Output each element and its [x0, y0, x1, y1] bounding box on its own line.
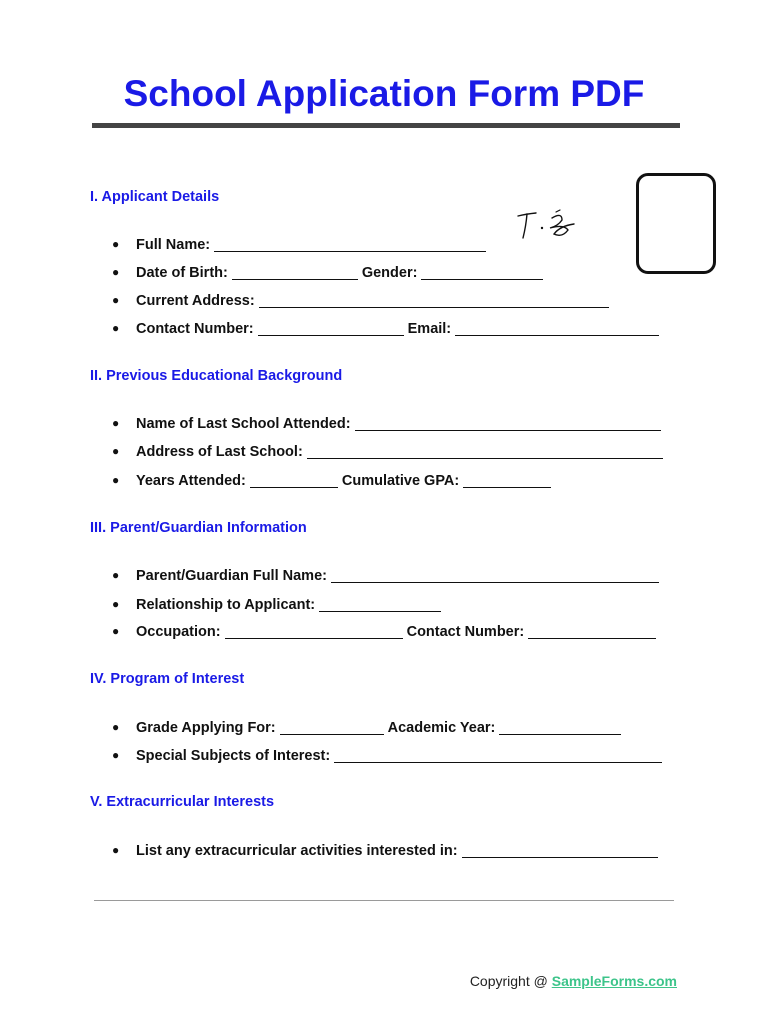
field-occupation[interactable]	[112, 622, 660, 641]
field-label: Contact Number:	[136, 321, 254, 337]
bullet-icon: ●	[112, 293, 120, 307]
title-divider	[92, 123, 680, 128]
field-label: Full Name:	[136, 237, 211, 253]
page-title: School Application Form PDF	[123, 73, 645, 114]
academic-year-blank[interactable]	[499, 720, 621, 735]
field-label: Gender:	[361, 265, 418, 281]
field-label: Name of Last School Attended:	[136, 416, 351, 432]
bullet-icon: ●	[112, 321, 120, 335]
extracurricular-blank[interactable]	[462, 843, 658, 858]
years-attended-blank[interactable]	[250, 473, 338, 488]
signature-icon	[512, 208, 584, 244]
section-heading-parent-guardian: III. Parent/Guardian Information	[90, 520, 307, 536]
copyright-notice	[470, 973, 677, 989]
field-label: List any extracurricular activities interested in:	[136, 843, 458, 859]
field-guardian-full-name[interactable]	[112, 566, 663, 585]
field-years-attended[interactable]	[112, 471, 555, 490]
bullet-icon: ●	[112, 237, 120, 251]
bullet-icon: ●	[112, 444, 120, 458]
last-school-name-blank[interactable]	[355, 416, 661, 431]
footer-divider	[94, 900, 674, 901]
bullet-icon: ●	[112, 597, 120, 611]
section-heading-program-of-interest: IV. Program of Interest	[90, 671, 245, 687]
field-grade-applying[interactable]	[112, 718, 625, 737]
guardian-full-name-blank[interactable]	[331, 568, 659, 583]
field-label: Relationship to Applicant:	[136, 597, 316, 613]
bullet-icon: ●	[112, 265, 120, 279]
field-label: Parent/Guardian Full Name:	[136, 568, 327, 584]
field-full-name[interactable]	[112, 235, 490, 254]
photo-placeholder-box	[636, 173, 716, 274]
bullet-icon: ●	[112, 416, 120, 430]
cumulative-gpa-blank[interactable]	[463, 473, 551, 488]
field-label: Date of Birth:	[136, 265, 228, 281]
grade-applying-blank[interactable]	[280, 720, 384, 735]
current-address-blank[interactable]	[259, 293, 609, 308]
section-heading-previous-education: II. Previous Educational Background	[90, 368, 343, 384]
occupation-blank[interactable]	[225, 624, 403, 639]
bullet-icon: ●	[112, 568, 120, 582]
bullet-icon: ●	[112, 473, 120, 487]
bullet-icon: ●	[112, 720, 120, 734]
special-subjects-blank[interactable]	[334, 748, 662, 763]
field-label: Email:	[407, 321, 452, 337]
field-label: Current Address:	[136, 293, 255, 309]
field-last-school-address[interactable]	[112, 442, 667, 461]
relationship-blank[interactable]	[319, 597, 441, 612]
field-label: Address of Last School:	[136, 444, 303, 460]
section-heading-extracurricular: V. Extracurricular Interests	[90, 794, 275, 810]
field-current-address[interactable]	[112, 291, 613, 310]
brand-link[interactable]: SampleForms.com	[551, 973, 677, 989]
field-label: Academic Year:	[387, 720, 496, 736]
field-label: Grade Applying For:	[136, 720, 276, 736]
email-blank[interactable]	[455, 321, 659, 336]
field-special-subjects[interactable]	[112, 746, 666, 765]
bullet-icon: ●	[112, 843, 120, 857]
bullet-icon: ●	[112, 748, 120, 762]
last-school-address-blank[interactable]	[307, 444, 663, 459]
full-name-blank[interactable]	[214, 237, 486, 252]
field-extracurricular-activities[interactable]	[112, 841, 662, 860]
contact-number-blank[interactable]	[258, 321, 404, 336]
gender-blank[interactable]	[421, 265, 543, 280]
bullet-icon: ●	[112, 624, 120, 638]
guardian-contact-blank[interactable]	[528, 624, 656, 639]
field-relationship[interactable]	[112, 595, 445, 614]
field-label: Special Subjects of Interest:	[136, 748, 331, 764]
field-date-of-birth[interactable]	[112, 263, 547, 282]
field-label: Years Attended:	[136, 473, 246, 489]
field-contact-number[interactable]	[112, 319, 663, 338]
copyright-prefix: Copyright @	[469, 973, 552, 989]
date-of-birth-blank[interactable]	[232, 265, 358, 280]
field-last-school-name[interactable]	[112, 414, 665, 433]
field-label: Contact Number:	[406, 624, 525, 640]
field-label: Cumulative GPA:	[341, 473, 460, 489]
section-heading-applicant-details: I. Applicant Details	[90, 189, 220, 205]
field-label: Occupation:	[136, 624, 221, 640]
